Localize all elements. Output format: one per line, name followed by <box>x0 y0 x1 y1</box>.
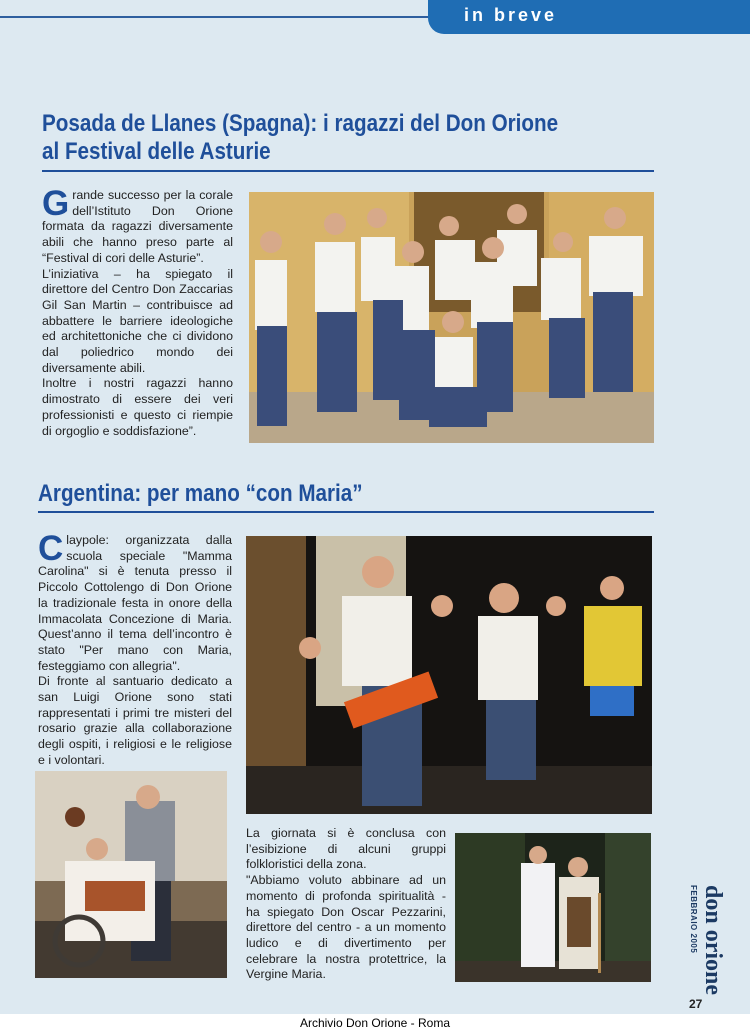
concert-photo <box>246 536 652 814</box>
article1-paragraph-3: Inoltre i nostri ragazzi hanno dimostrato di essere dei veri professionisti e questo ci riempie di orgoglio e soddisfazione”. <box>42 376 233 438</box>
article1-dropcap: G <box>42 184 70 223</box>
magazine-masthead <box>686 885 726 996</box>
page-number: 27 <box>689 997 703 1011</box>
article2-paragraph-1: laypole: organizzata dalla scuola speciale "Mamma Carolina" si è tenuta presso il Piccolo Cottolengo di Don Orione la tradizionale festa in onore della Immacolata Concezione di Maria. Quest’anno il tema dell’incontro è stato "Per mano con Maria, festeggiamo con allegria". <box>38 533 232 673</box>
article1-body <box>42 184 233 439</box>
article2-paragraph-3: La giornata si è conclusa con l’esibizione di alcuni gruppi folkloristici della zona. <box>246 826 446 872</box>
article1-paragraph-1: rande successo per la corale dell’Istituto Don Orione formata da ragazzi diversamente abili che hanno preso parte al “Festival di cori delle Asturie”. <box>42 188 233 265</box>
article2-body-left <box>38 529 232 769</box>
article1-title-line2: al Festival delle Asturie <box>42 138 271 165</box>
article2-paragraph-2: Di fronte al santuario dedicato a san Luigi Orione sono stati rappresentati i primi tre misteri del rosario grazie alla collaborazione degli ospiti, i religiosi e le religiose e i volontari. <box>38 674 232 767</box>
masthead-title: don orione <box>700 885 726 996</box>
article1-title-line1: Posada de Llanes (Spagna): i ragazzi del Don Orione <box>42 110 559 137</box>
section-tab-label: in breve <box>464 5 558 25</box>
archive-footer: Archivio Don Orione - Roma <box>299 1016 451 1030</box>
section-tab <box>428 0 750 34</box>
article2-body-right <box>246 826 446 983</box>
article2-title-rule <box>38 511 654 513</box>
issue-date: FEBBRAIO 2005 <box>689 885 698 954</box>
article2-title: Argentina: per mano “con Maria” <box>38 480 363 507</box>
nativity-photo <box>455 833 651 982</box>
article2-paragraph-4: "Abbiamo voluto abbinare ad un momento di profonda spiritualità - ha spiegato Don Oscar Pezzarini, direttore del centro - a un momento ludico e di divertimento per celebrare la nostra protettrice, la Vergine Maria. <box>246 873 446 982</box>
choir-photo <box>249 192 654 443</box>
top-rule <box>0 16 430 18</box>
article1-title <box>42 110 661 166</box>
wheelchair-photo <box>35 771 227 978</box>
article2-dropcap: C <box>38 529 64 568</box>
article1-paragraph-2: L’iniziativa – ha spiegato il direttore del Centro Don Zaccarias Gil San Martin – contribuisce ad abbattere le barriere ideologiche ed architettoniche che ci dividono dal poliedrico mondo dei diversamente abili. <box>42 266 233 375</box>
article1-title-rule <box>42 170 654 172</box>
